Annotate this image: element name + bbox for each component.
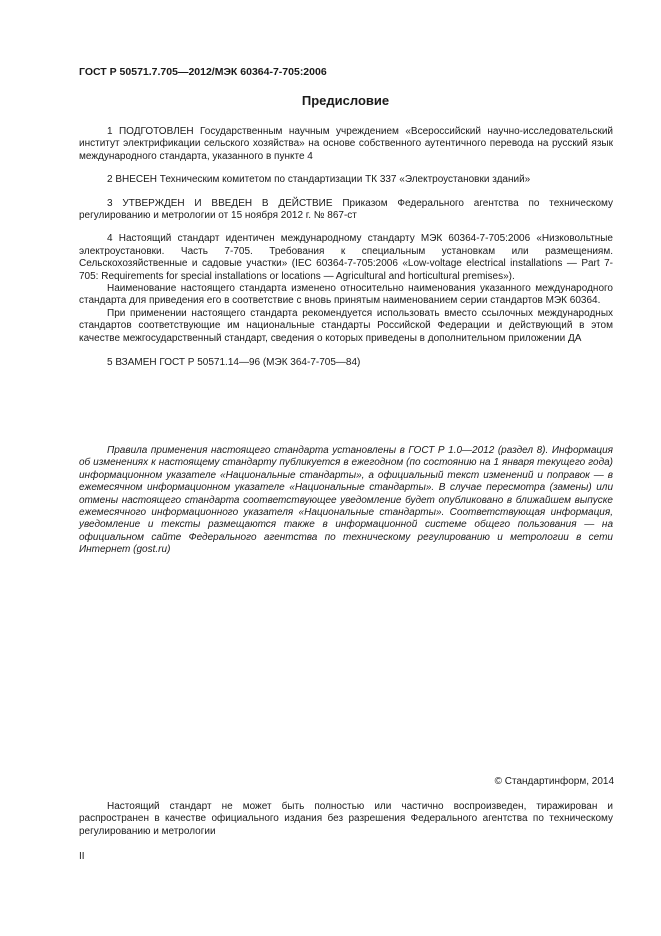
- item-1-prepared: 1 ПОДГОТОВЛЕН Государственным научным учреждением «Всероссийский научно-исследовательский институт электрификации сельского хозяйства» на основе собственного аутентичного перевода на русский язык международного стандарта, указанного в пункте 4: [79, 126, 613, 162]
- item-4-name-change: Наименование настоящего стандарта изменено относительно наименования указанного международного стандарта для приведения его в соответствие с вновь принятым наименованием серии стандартов МЭК 60364.: [79, 283, 613, 307]
- item-2-submitted: 2 ВНЕСЕН Техническим комитетом по стандартизации ТК 337 «Электроустановки зданий»: [107, 174, 531, 186]
- item-4-references: При применении настоящего стандарта рекомендуется использовать вместо ссылочных международных стандартов соответствующие им национальные стандарты Российской Федерации и действующий в этом качестве межгосударственный стандарт, сведения о которых приведены в дополнительном приложении ДА: [79, 307, 613, 344]
- page-title: Предисловие: [301, 93, 390, 108]
- notice-text: Правила применения настоящего стандарта установлены в ГОСТ Р 1.0—2012 (раздел 8). Информация об изменениях к настоящему стандарту публикуется в ежегодном (по состоянию на 1 января текущего года) информационном указателе «Национальные стандарты», а официальный текст изменений и поправок — в ежемесячном информационном указателе «Национальные стандарты». В случае пересмотра (замены) или отмены настоящего стандарта соответствующее уведомление будет опубликовано в ближайшем выпуске ежемесячного информационного указателя «Национальные стандарты». Соответствующая информация, уведомление и тексты размещаются также в информационной системе общего пользования — на официальном сайте Федерального агентства по техническому регулированию и метрологии в сети Интернет (gost.ru): [79, 445, 613, 556]
- document-header: ГОСТ Р 50571.7.705—2012/МЭК 60364-7-705:2006: [79, 66, 327, 78]
- item-4-identical: 4 Настоящий стандарт идентичен международному стандарту МЭК 60364-7-705:2006 «Низковольтные электроустановки. Часть 7-705. Требования к специальным установкам или размещениям. Сельскохозяйственные и садовые участки» (IEC 60364-7-705:2006 «Low-voltage electrical installations — Part 7-705: Requirements for special installations or locations — Agricultural and horticultural premises»).: [79, 233, 613, 282]
- item-5-replaces: 5 ВЗАМЕН ГОСТ Р 50571.14—96 (МЭК 364-7-705—84): [107, 357, 361, 369]
- application-notice: [79, 445, 613, 557]
- rights-text: Настоящий стандарт не может быть полностью или частично воспроизведен, тиражирован и распространен в качестве официального издания без разрешения Федерального агентства по техническому регулированию и метрологии: [79, 801, 613, 837]
- copyright-line: © Стандартинформ, 2014: [494, 776, 614, 787]
- reproduction-rights: [79, 801, 613, 838]
- foreword-body: [79, 126, 613, 370]
- page-number: II: [79, 851, 85, 862]
- item-3-approved: 3 УТВЕРЖДЕН И ВВЕДЕН В ДЕЙСТВИЕ Приказом Федерального агентства по техническому регулированию и метрологии от 15 ноября 2012 г. № 867-ст: [79, 197, 613, 222]
